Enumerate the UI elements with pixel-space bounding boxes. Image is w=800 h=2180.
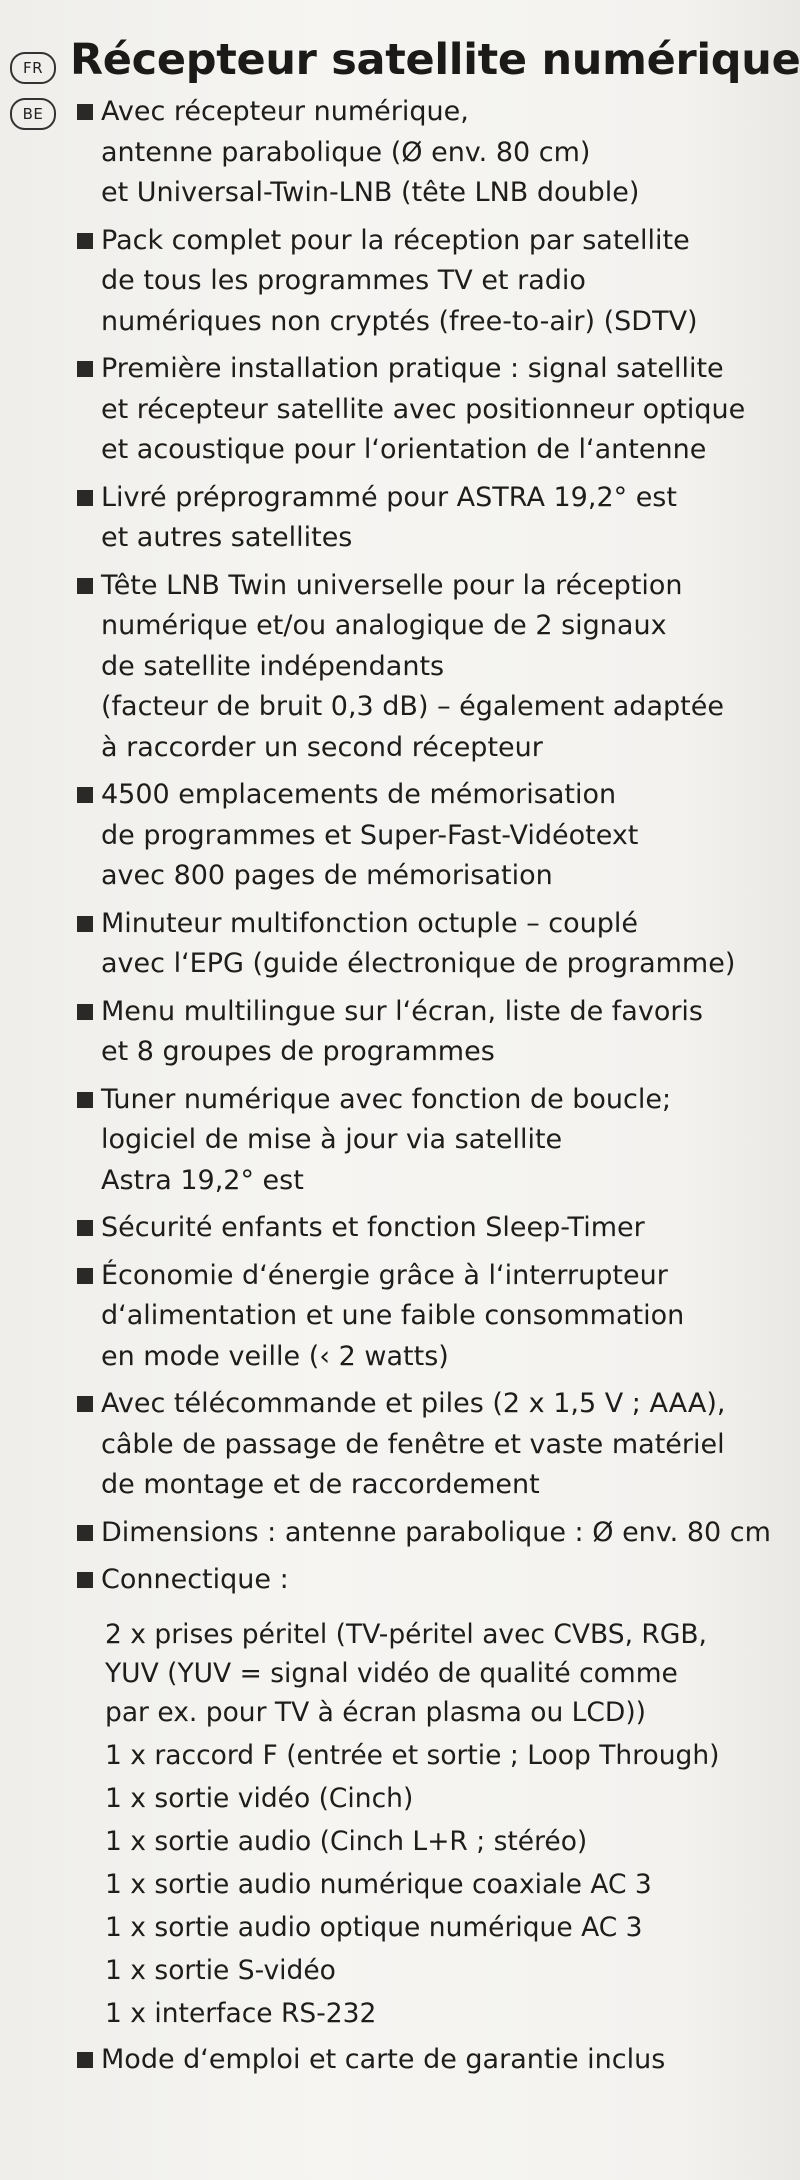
feature-text: Sécurité enfants et fonction Sleep-Timer (101, 1212, 645, 1243)
connector-item: 2 x prises péritel (TV-péritel avec CVBS, RGB, YUV (YUV = signal vidéo de qualité comme par ex. pour TV à écran plasma ou LCD)) (105, 1618, 707, 1728)
feature-text: Pack complet pour la réception par satellite de tous les programmes TV et radio numériques non cryptés (free-to-air) (SDTV) (101, 224, 698, 337)
feature-item (77, 1384, 789, 1506)
square-bullet-icon (77, 233, 93, 249)
feature-text: Économie d‘énergie grâce à l‘interrupteur d‘alimentation et une faible consommation en mode veille (‹ 2 watts) (101, 1259, 685, 1372)
feature-item (77, 221, 789, 343)
feature-item (77, 478, 789, 559)
feature-text: Livré préprogrammé pour ASTRA 19,2° est et autres satellites (101, 481, 677, 553)
country-badge-be: BE (10, 98, 56, 130)
feature-item-closing (77, 2040, 789, 2081)
feature-text: 4500 emplacements de mémorisation de programmes et Super-Fast-Vidéotext avec 800 pages de mémorisation (101, 779, 639, 891)
feature-item (77, 775, 789, 897)
connector-item: 1 x sortie audio (Cinch L+R ; stéréo) (105, 1825, 588, 1857)
feature-item (77, 992, 789, 1073)
square-bullet-icon (77, 490, 93, 506)
feature-text: Première installation pratique : signal satellite et récepteur satellite avec positionneur optique et acoustique pour l‘orientation de l‘antenne (101, 353, 746, 465)
square-bullet-icon (77, 787, 93, 803)
feature-text: Avec récepteur numérique, antenne parabolique (Ø env. 80 cm) et Universal-Twin-LNB (tête LNB double) (101, 96, 640, 208)
feature-text: Menu multilingue sur l‘écran, liste de favoris et 8 groupes de programmes (101, 995, 704, 1067)
connector-list (105, 1615, 789, 2033)
feature-text: Dimensions : antenne parabolique : Ø env. 80 cm (101, 1516, 771, 1548)
square-bullet-icon (77, 578, 93, 594)
feature-text: Avec télécommande et piles (2 x 1,5 V ; AAA), câble de passage de fenêtre et vaste matériel de montage et de raccordement (101, 1388, 726, 1500)
connector-item: 1 x interface RS-232 (105, 1997, 377, 2029)
country-badge-fr: FR (10, 52, 56, 84)
feature-list (77, 92, 789, 2087)
feature-text: Minuteur multifonction octuple – couplé avec l‘EPG (guide électronique de programme) (101, 907, 736, 979)
square-bullet-icon (77, 1004, 93, 1020)
connectique-section (77, 1560, 789, 2033)
square-bullet-icon (77, 1396, 93, 1412)
connectique-label: Connectique : (101, 1564, 289, 1595)
square-bullet-icon (77, 104, 93, 120)
feature-item (77, 904, 789, 985)
square-bullet-icon (77, 916, 93, 932)
feature-item (77, 1080, 789, 1202)
feature-item (77, 349, 789, 471)
feature-item (77, 1256, 789, 1378)
connector-item: 1 x sortie vidéo (Cinch) (105, 1782, 414, 1814)
square-bullet-icon (77, 1092, 93, 1108)
feature-text: Mode d‘emploi et carte de garantie inclus (101, 2043, 666, 2075)
feature-text: Tête LNB Twin universelle pour la réception numérique et/ou analogique de 2 signaux de satellite indépendants (facteur de bruit 0,3 dB) – également adaptée à raccorder un second récepteur (101, 569, 724, 763)
square-bullet-icon (77, 1268, 93, 1284)
connector-item: 1 x sortie audio optique numérique AC 3 (105, 1911, 643, 1943)
feature-item (77, 566, 789, 769)
square-bullet-icon (77, 2052, 93, 2068)
square-bullet-icon (77, 1220, 93, 1236)
country-badges (10, 52, 56, 144)
square-bullet-icon (77, 1525, 93, 1541)
feature-item (77, 92, 789, 214)
feature-text: Tuner numérique avec fonction de boucle; logiciel de mise à jour via satellite Astra 19,2° est (101, 1083, 672, 1196)
square-bullet-icon (77, 1572, 93, 1588)
connector-item: 1 x raccord F (entrée et sortie ; Loop Through) (105, 1739, 720, 1771)
connector-item: 1 x sortie S-vidéo (105, 1954, 336, 1986)
connector-item: 1 x sortie audio numérique coaxiale AC 3 (105, 1868, 652, 1900)
feature-item (77, 1513, 789, 1554)
page-title: Récepteur satellite numérique (70, 35, 800, 85)
square-bullet-icon (77, 361, 93, 377)
feature-item (77, 1208, 789, 1249)
